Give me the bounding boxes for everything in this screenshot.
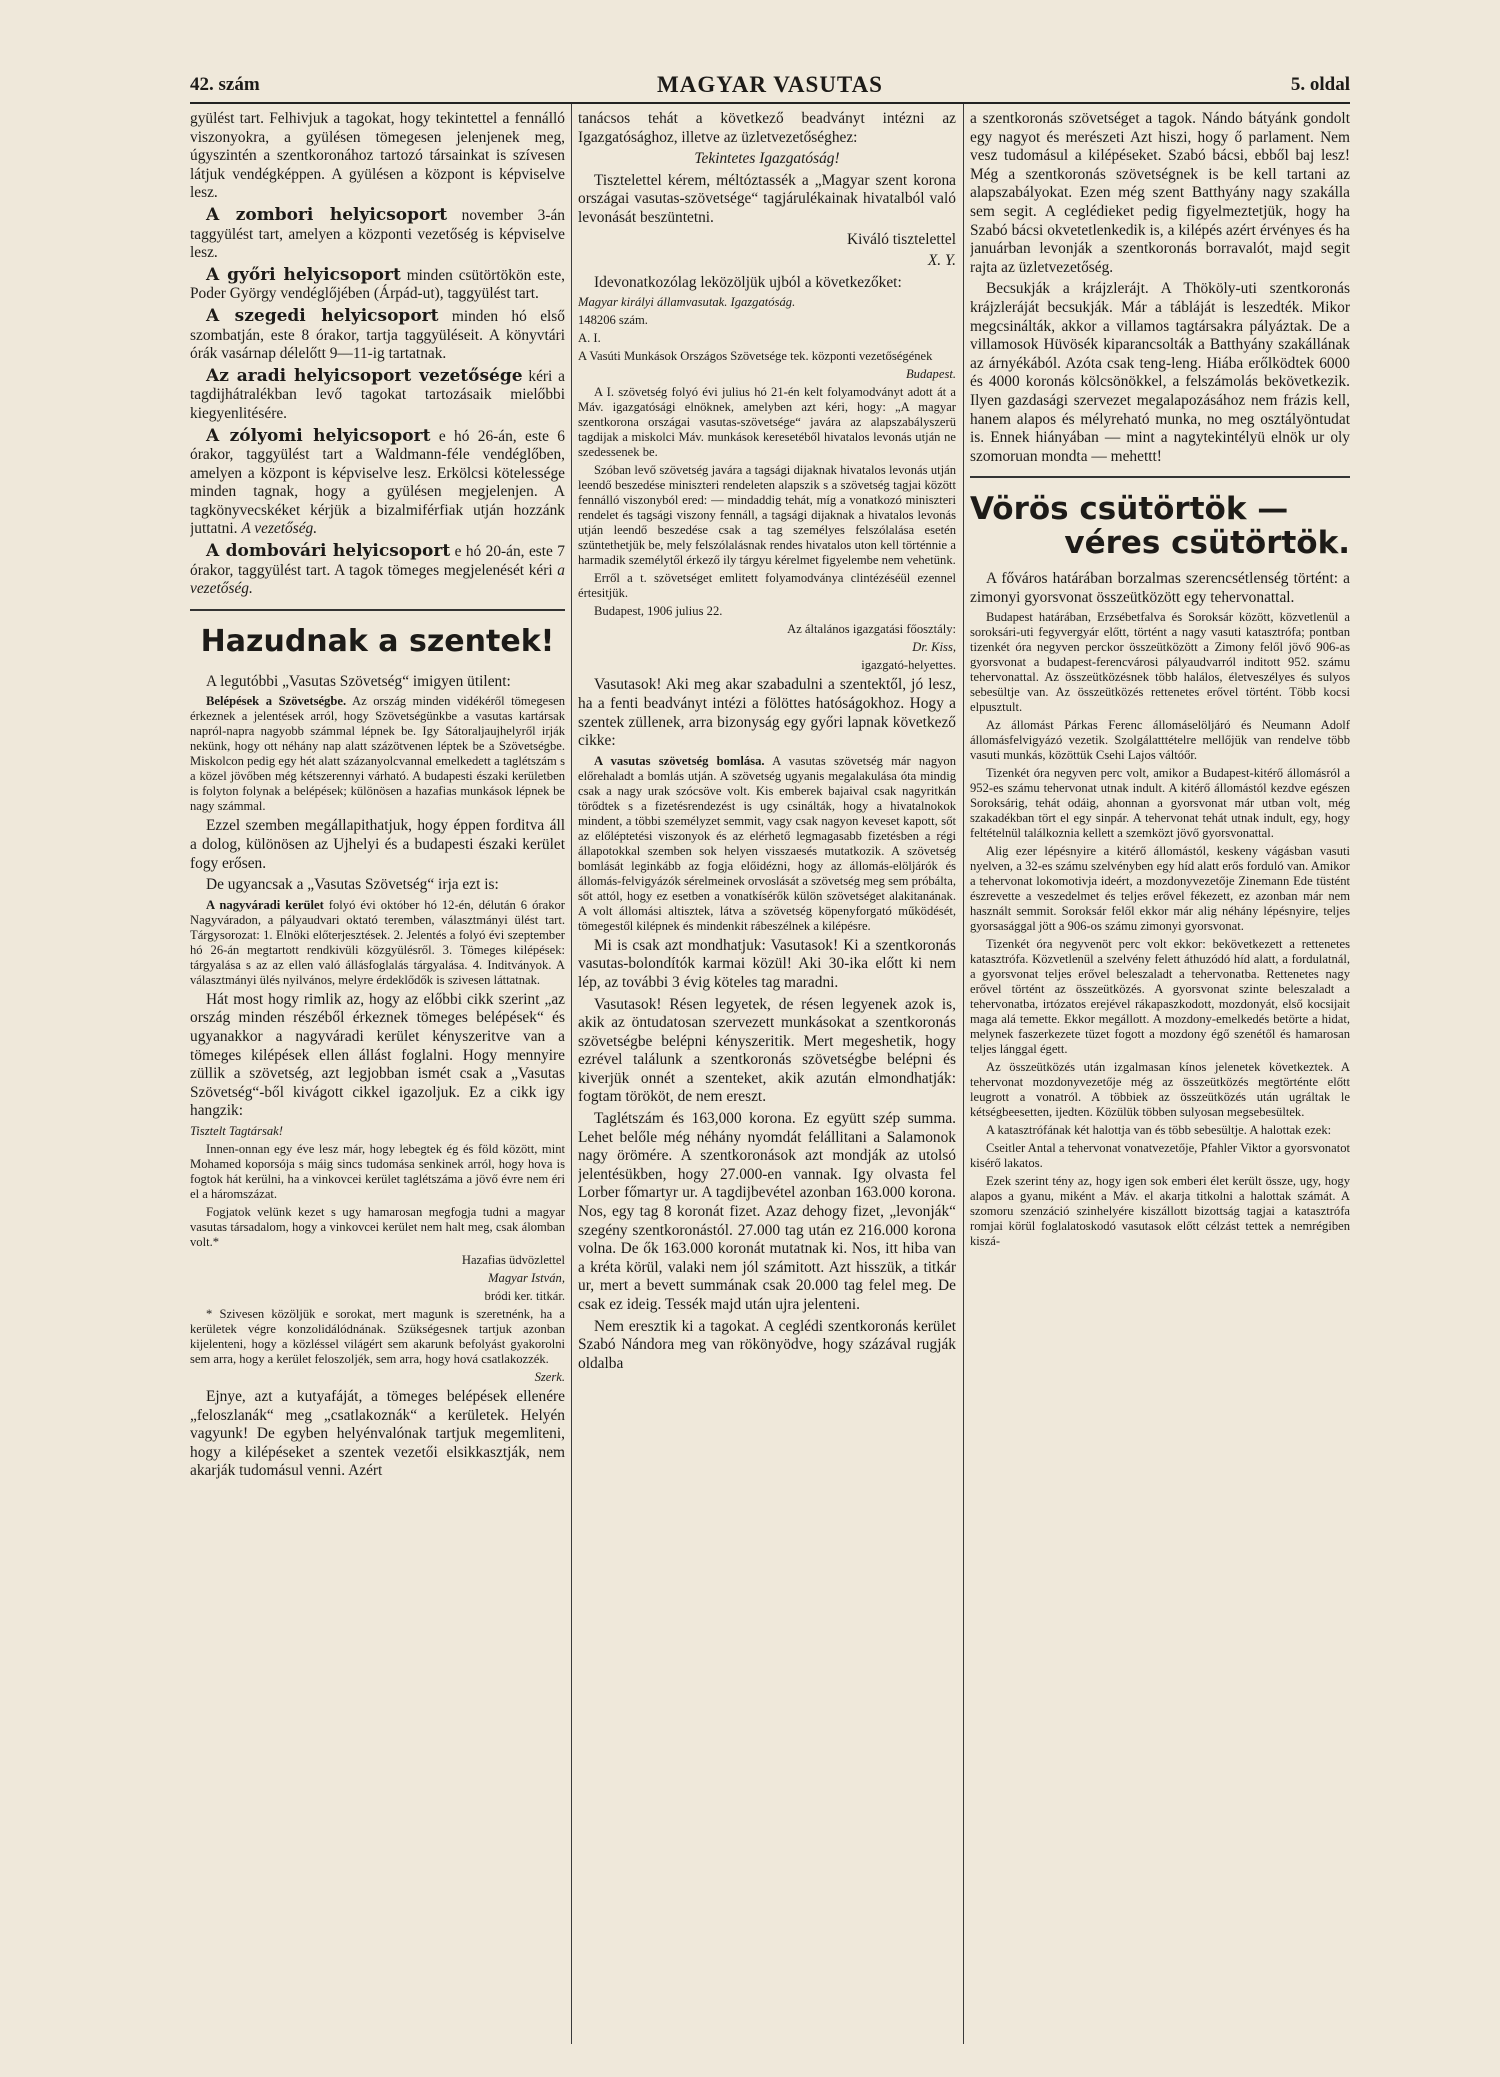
- document-paragraph: A I. szövetség folyó évi julius hó 21-én kelt folyamodványt adott át a Máv. igazgatósági elnöknek, amelyben azt kéri, hogy: „A magyar szentkorona országai vasutas-szövetsége“ javára az alapszabályszerü tagdijak a miskolci Máv. munkások keresetéből hivatalos levonás utján ne szedessenek be.: [578, 385, 956, 460]
- signature: Szerk.: [534, 1369, 565, 1384]
- document-paragraph: Szóban levő szövetség javára a tagsági dijaknak hivatalos levonás utján leendő beszedése miniszteri rendeleten alapszik s a szövetség tagjai között fennálló viszonyból ered: — mindaddig tehát, míg a vonatkozó miniszteri rendelet és tagsági viszony fennáll, a tagsági dijaknak a hivatalos levonás utján leendő beszedése csak a tag személyes felszólalása esetén szüntethetjük be, mely felszólalásnak rendes hivatalos uton kell történnie a harmadik személytől érkező ily tárgyu kérelmet figyelembe nem vehetünk.: [578, 463, 956, 568]
- document-signature-name: Dr. Kiss,: [912, 640, 956, 655]
- paragraph: A katasztrófának két halottja van és több sebesültje. A halottak ezek:: [986, 1123, 1332, 1138]
- paragraph: Becsukják a krájzlerájt. A Thököly-uti szentkoronás krájzleráját becsukják. Már a tábláját is leszedték. Mikor megcsinálták, akkor a villamos tagtársakra pályáztak. De a villamosok Hüvösék kiparancsolták a Batthyány szakállának az árnyékából. Azóta csak teng-leng. Hiába erőlködtek 6000 és 4000 koronás kölcsönökkel, a felszámolás bekövetkezik. Ilyen gazdasági szervezet megalapozásához nem frázis kell, hanem alapos és mélyreható munka, no meg osztályöntudat is. Ennek hiányában — mint a nagytekintélyü elnök ur oly szomoruan mondta — mehettt!: [970, 280, 1350, 465]
- notice-heading: A zombori helyicsoport: [206, 204, 448, 225]
- signature: X. Y.: [927, 252, 956, 270]
- notice-heading: A zólyomi helyicsoport: [206, 425, 431, 446]
- paragraph: A zólyomi helyicsoport e hó 26-án, este 6 órakor, taggyülést tart a Waldmann-féle vendéglőben, amelyen a központ is képviselve lesz. Erkölcsi kötelessége minden tagnak, hogy a gyülésen megjelenjen. A tagkönyvecskéket kérjük a bizalmiférfiak utján hozzánk juttatni. A vezetőség.: [190, 425, 565, 538]
- column-1: [190, 110, 565, 2055]
- notice-heading: A dombovári helyicsoport: [206, 541, 451, 562]
- notice-heading: A szegedi helyicsoport: [206, 305, 439, 326]
- column-rule-1: [571, 104, 572, 2044]
- paragraph: tanácsos tehát a következő beadványt intézni az Igazgatósághoz, illetve az üzletvezetőséghez:: [578, 110, 956, 146]
- article-headline-line2: véres csütörtök.: [1064, 525, 1350, 562]
- page-header: [190, 72, 1350, 104]
- section-divider: [190, 609, 565, 611]
- document-paragraph: Erről a t. szövetséget emlitett folyamodványa clintézéséül ezennel értesitjük.: [578, 571, 956, 601]
- paragraph: Vasutasok! Aki meg akar szabadulni a szentektől, jó lesz, ha a fenti beadványt intézi a fölöttes hatóságokhoz. Hogy a szentek züllenek, arra bizonyság egy győri lapnak következő cikke:: [578, 676, 956, 750]
- paragraph: Az összeütközés után izgalmasan kínos jelenetek következtek. A tehervonat mozdonyvezetője még az összeütközés megtörténte előtt leugrott a vonatról. A többiek az összeütközés után ugráltak le kétségbeesetten, ijedten. Közülük többen sulyosan megsebesültek.: [970, 1060, 1350, 1120]
- paragraph: A zombori helyicsoport november 3-án taggyülést tart, amelyen a központi vezetőség is képviselve lesz.: [190, 204, 565, 262]
- signature-name: Magyar István,: [488, 1270, 565, 1285]
- quoted-salutation: Tisztelt Tagtársak!: [190, 1123, 283, 1138]
- paragraph: Vasutasok! Résen legyetek, de résen legyenek azok is, akik az öntudatosan szervezett munkásokat a szentkoronás szövetségbe belépni kényszeritik. Mert megeshetik, hogy ezrével találunk a szentkoronás szövetségbe belépni és kiverjük onnét a szenteket, akik azután elmondhatják: fogtam törököt, de nem ereszt.: [578, 995, 956, 1106]
- column-2: [578, 110, 956, 2055]
- column-rule-2: [963, 104, 964, 2044]
- document-code: A. I.: [578, 331, 601, 346]
- paragraph: A legutóbbi „Vasutas Szövetség“ imigyen ütilent:: [206, 672, 511, 690]
- signature: a vezetőség.: [190, 561, 565, 598]
- paragraph: Budapest határában, Erzsébetfalva és Soroksár között, közvetlenül a soroksári-uti fegyvergyár előtt, történt a nagy vasuti katasztrófa; pontban tizenkét óra negyven perckor összeütközött a Zimony felől jövő 906-as gyorsvonat a budapest-ferencvárosi pályaudvarról inditott 952. számu tehervonattal. Az összeütközésnek több halálos, életveszélyes és sulyos sebesültje van. Az összeütközés rettenetes erővel történt. Több kocsi elpusztult.: [970, 610, 1350, 715]
- paragraph: Taglétszám és 163,000 korona. Ez együtt szép summa. Lehet belőle még néhány nyomdát felállitani a Salamonok nagy örömére. A szentkoronások azt mondják az utolsó jelentésükben, hogy 27.000-en vannak. Igy olvasta fel Lorber főmartyr ur. A tagdijbevétel azonban 163.000 korona. Nos, egy tag 8 koronát fizet. Azaz dehogy fizet, „levonják“ szegény szentkoronástól. 27.000 tag után ez 216.000 korona volna. De ők 163.000 koronát mutatnak ki. Nos, itt hiba van a kréta körül, valaki nem jól számitott. Azt hisszük, a titkár ur, mert a bevett summának csak 20.000 tag felel meg. De csak ez ideig. Tessék majd után ujra jelenteni.: [578, 1110, 956, 1313]
- document-date: Budapest, 1906 julius 22.: [594, 604, 723, 619]
- notice-heading: A győri helyicsoport: [206, 264, 401, 285]
- quoted-paragraph: Innen-onnan egy éve lesz már, hogy lebegtek ég és föld között, mint Mohamed koporsója s máig sincs tudomása senkinek arról, hogy hova is fogtok hát kerülni, ha a vinkovcei kerület taglétszáma a jövő évre nem éri el a háromszázat.: [190, 1141, 565, 1201]
- paragraph: A szegedi helyicsoport minden hó első szombatján, este 8 órakor, tartja taggyüléseit. A könyvtári órák vasárnap délelőtt 9—11-ig tartatnak.: [190, 305, 565, 363]
- section-divider: [970, 476, 1350, 478]
- quoted-paragraph: A nagyváradi kerület folyó évi október hó 12-én, délután 6 órakor Nagyváradon, a pályaudvari oktató teremben, választmányi ülést tart. Tárgysorozat: 1. Elnöki előterjesztések. 2. Jelentés a folyó évi szeptember hó 26-án megtartott rendkivüli közgyülésről. 3. Tömeges kilépések: tárgyalása s az az ellen való állásfoglalás tárgyalása. 4. Inditványok. A választmányi ülés nyilvános, melyre érdeklődők is szivesen láttatnak.: [190, 897, 565, 987]
- paragraph: Ejnye, azt a kutyafáját, a tömeges belépések ellenére „feloszlanák“ meg „csatlakoznák“ a kerületek. Helyén vagyunk! De egyben helyénvalónak tartjuk megemliteni, hogy a kilépéseket a szentek vezetői elsikkasztják, nem akarják tudomásul venni. Azért: [190, 1387, 565, 1480]
- paragraph: Nem eresztik ki a tagokat. A ceglédi szentkoronás kerület Szabó Nándora meg van rökönyödve, hogy százával rugják oldalba: [578, 1317, 956, 1372]
- paragraph: Tizenkét óra negyven perc volt, amikor a Budapest-kitérő állomásról a 952-es számu tehervonat utnak indult. A kitérő állomástól kezdve egészen Soroksárig, tehát odáig, ahonnan a gyorsvonat már utban volt, még szakadékban tört el egy sinpár. A tehervonat tehát utnak indult, egy, hogy feltételnül találkoznia kellett a szemközt jövő gyorsvonattal.: [970, 766, 1350, 841]
- paragraph: Mi is csak azt mondhatjuk: Vasutasok! Ki a szentkoronás vasutas-bolondítók karmai közül! Aki 30-ika előtt ki nem lép, az további 3 évig köteles tag maradni.: [578, 936, 956, 991]
- quoted-paragraph: Fogjatok velünk kezet s ugy hamarosan megfogja tudni a magyar vasutas társadalom, hogy a vinkovcei kerület nem halt meg, csak álomban volt.*: [190, 1204, 565, 1249]
- paragraph: A főváros határában borzalmas szerencsétlenség történt: a zimonyi gyorsvonat összeütközött egy tehervonattal.: [970, 570, 1350, 606]
- newspaper-title: MAGYAR VASUTAS: [657, 72, 883, 97]
- salutation: Tekintetes Igazgatóság!: [694, 150, 840, 168]
- article-headline: Hazudnak a szentek!: [200, 623, 555, 659]
- article-headline-line1: Vörös csütörtök —: [970, 491, 1289, 528]
- notice-heading: Az aradi helyicsoport vezetősége: [206, 365, 523, 386]
- paragraph: Az állomást Párkas Ferenc állomáselöljáró és Neumann Adolf állomásfelvigyázó vezetik. Szolgálatttételre mellőjük van rendelve több vasuti munkás, közöttük Csehi Lajos váltóőr.: [970, 718, 1350, 763]
- closing: Kiváló tisztelettel: [847, 230, 956, 248]
- signature: A vezetőség.: [241, 520, 318, 538]
- paragraph: a szentkoronás szövetséget a tagok. Nándo bátyánk gondolt egy nagyot és merészeti Azt hiszi, hogy ő parlament. Nem vesz tudomásul a kilépéseket. Szabó bácsi, ebből baj lesz! Még a szentkoronás szövetségnek is be kell tartani az alapszabályokat. Ezen még szent Batthyány nagy szakálla sem segit. A ceglédieket pedig figyelmeztetjük, hogy ha Szabó bácsi okvetetlenkedik is, a kilépés azért érvényes és ha januárban levonják a szentkoronás borravalót, majd segit rajta az üzletvezetőség.: [970, 110, 1350, 276]
- quoted-paragraph: Belépések a Szövetségbe. Az ország minden vidékéről tömegesen érkeznek a jelentések arról, hogy Szövetségünkbe a vasutas kartársak napról-napra nagyobb számmal lépnek be. Igy Sátoraljaujhelyről irják nekünk, hogy ott néhány nap alatt százötvenen léptek be a Szövetségbe. Miskolcon pedig egy hét alatt százanyolcvannal emelkedett a taglétszám s a közel jövőben még kétszerennyi várható. A budapesti északi kerületben is folyton folynak a belépések; különösen a hazafias munkások lépnek be nagy számmal.: [190, 694, 565, 814]
- paragraph: Az aradi helyicsoport vezetősége kéri a tagdijhátralékban levő tagokat tartozásaik mielőbbi kiegyenlitésére.: [190, 365, 565, 422]
- document-place: Budapest.: [905, 367, 956, 382]
- document-addressee: A Vasúti Munkások Országos Szövetsége tek. központi vezetőségének: [578, 349, 933, 364]
- paragraph: Tisztelettel kérem, méltóztassék a „Magyar szent korona országai vasutas-szövetsége“ tagjárulékainak hivatalból való levonását beszüntetni.: [578, 171, 956, 226]
- quoted-paragraph: A vasutas szövetség bomlása. A vasutas szövetség már nagyon előrehaladt a bomlás utján. A szövetség ugyanis megalakulása óta mindig csak a nagy urak szócsöve volt. Kis emberek bajaival csak nagyritkán törődtek s a fizetésrendezést is ugy csinálták, hogy a hivatalnokok mindent, a többi személyzet semmit, vagy csak nagyon keveset kapott, sőt az előléptetési viszonyok és az elérhető legmagasabb fizetésben a régi állapotokkal szemben sok helyen visszaesés mutatkozik. A szövetség bomlását leginkább az fogja előidézni, hogy az állomás-elöljárók és állomás-felvigyázók sérelmeinek orvoslását a szövetség meg sem próbálta, sőt attól, hogy ez esetben a vonatkísérők külön szövetséget alakitanának. A volt állomási altisztek, látva a szövetség köpenyforgató működését, tömegestől kilépnek és mindenkit rábeszélnek a kilépésre.: [578, 753, 956, 933]
- signature-title: bródi ker. titkár.: [484, 1288, 565, 1303]
- paragraph: Tizenkét óra negyvenöt perc volt ekkor: bekövetkezett a rettenetes katasztrófa. Közvetlenül a szelvény felett áthuzódó híd alatt, a fordulatnál, a gyorsvonat teljes erővel beleszaladt a tehervonatba. Rettenetes nagy erővel történt az összeütközés. A gyorsvonat szinte beleszaladt a tehervonatba, irtózatos erejével rákapaszkodott, mozdonyát, első kocsijait maga alá temette. Ekkor megállott. A mozdony-emelkedés betörte a hidat, melynek faszerkezete tüzet fogott a mozdony égő szenétől és hamarosan teljes lánggal égett.: [970, 937, 1350, 1057]
- column-3: [970, 110, 1350, 2055]
- footnote: * Szivesen közöljük e sorokat, mert magunk is szeretnénk, ha a kerületek végre konzolidálódnának. Szükségesnek tartjuk azonban kijelenteni, hogy a közléssel világért sem akarunk befolyást gyakorolni sem arra, hogy a kerület feloszoljék, sem arra, hogy hová csatlakozzék.: [190, 1306, 565, 1366]
- paragraph: A győri helyicsoport minden csütörtökön este, Poder György vendéglőjében (Árpád-ut), taggyülést tart.: [190, 264, 565, 303]
- paragraph: De ugyancsak a „Vasutas Szövetség“ irja ezt is:: [206, 876, 499, 894]
- paragraph: Cseitler Antal a tehervonat vonatvezetője, Pfahler Viktor a gyorsvonatot kisérő lakatos.: [970, 1141, 1350, 1171]
- paragraph: Alig ezer lépésnyire a kitérő állomástól, keskeny vágásban vasuti nyelven, a 32-es számu szelvényben egy híd alatt erős forduló van. Amikor a tehervonat lokomotivja ideért, a mozdonyvezetője Zinemann Ede tüstént észrevette a veszedelmet és teljes erővel fékezett, ez azonban már nem használt semmit. Soroksár felől ekkor már alig néhány lépésnyire, teljes gyorsasággal jött a 906-os számu zimonyi gyorsvonat.: [970, 844, 1350, 934]
- page-label: 5. oldal: [1290, 74, 1350, 95]
- paragraph: Ezek szerint tény az, hogy igen sok emberi élet került össze, ugy, hogy alapos a gyanu, miként a Máv. el akarja titkolni a halottak számát. A szomoru szenzáció szinhelyére kiszállott bizottság tagjai a katasztrófa romjai körül foglalatoskodó vasutasok előtt célzást tettek a nemrégiben kiszá-: [970, 1174, 1350, 1249]
- document-number: 148206 szám.: [578, 313, 648, 328]
- document-signature-title: igazgató-helyettes.: [861, 658, 956, 673]
- document-header: Magyar királyi államvasutak. Igazgatóság.: [578, 295, 796, 310]
- document-signature: Az általános igazgatási főosztály:: [787, 622, 956, 637]
- paragraph: Ezzel szemben megállapithatjuk, hogy éppen forditva áll a dolog, különösen az Ujhelyi és a budapesti északi kerület fogy erősen.: [190, 817, 565, 872]
- paragraph: A dombovári helyicsoport e hó 20-án, este 7 órakor, taggyülést tart. A tagok tömeges megjelenését kéri a vezetőség.: [190, 541, 565, 598]
- signature: Hazafias üdvözlettel: [461, 1252, 565, 1267]
- paragraph: Hát most hogy rimlik az, hogy az előbbi cikk szerint „az ország minden részéből érkeznek tömeges belépések“ és ugyanakkor a nagyváradi kerület kényszeritve van a tömeges kilépések ellen állást foglalni. Hogy mennyire züllik a szövetség, azt legjobban ismét csak a „Vasutas Szövetség“-ből kivágott cikkel igazoljuk. Ez a cikk igy hangzik:: [190, 990, 565, 1120]
- paragraph: Idevonatkozólag leközöljük ujból a következőket:: [594, 273, 902, 291]
- paragraph: gyülést tart. Felhivjuk a tagokat, hogy tekintettel a fennálló viszonyokra, a gyülésen tömegesen jelenjenek meg, úgyszintén a szentkoronához tartozó társainkat is szívesen látjuk vendégképpen. A gyülésen a központ is képviselve lesz.: [190, 110, 565, 202]
- page-number: 42. szám: [190, 74, 260, 95]
